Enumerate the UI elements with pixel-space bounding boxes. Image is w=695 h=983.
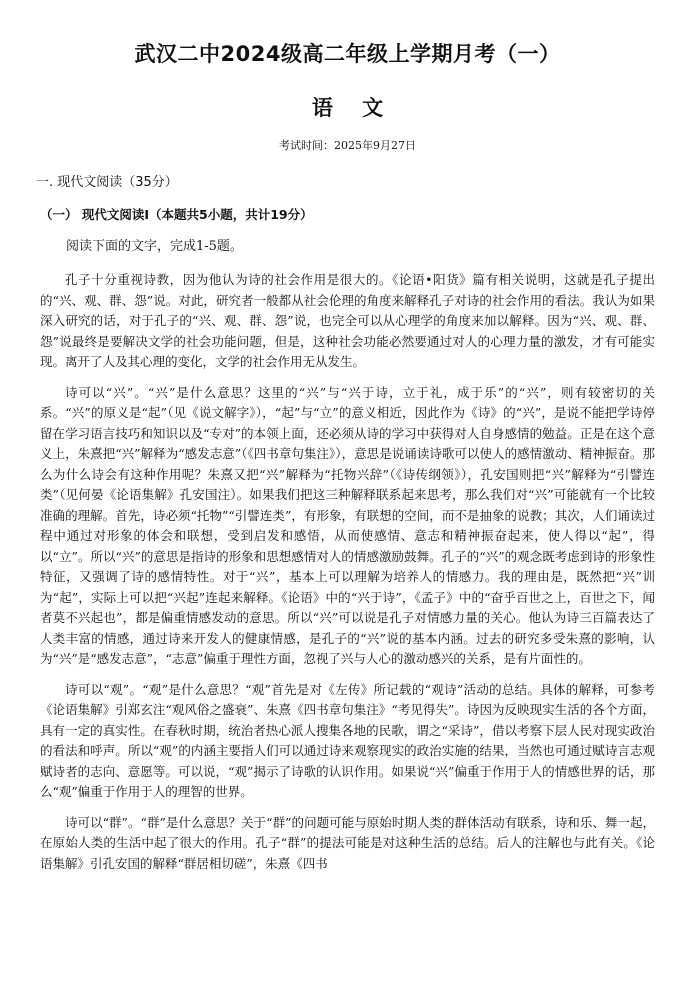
passage-paragraph-2: 诗可以“兴”。“兴”是什么意思？这里的“兴”与“兴于诗，立于礼，成于乐”的“兴”，则有较密切的关系。“兴”的原义是“起”（见《说文解字》），“起”与“立”的意义相近，因此作为《诗》的“兴”，是说不能把学诗停留在学习语言技巧和知识以及“专对”的本领上面，还必须从诗的学习中获得对人自身感情的勉益。正是在这个意义上，朱熹把“兴”解释为“感发志意”（《四书章句集注》），意思是说诵读诗歌可以使人的感情激动、精神振奋。那么为什么诗会有这种作用呢？朱熹又把“兴”解释为“托物兴辞”（《诗传纲领》），孔安国则把“兴”解释为“引譬连类”（见何晏《论语集解》孔安国注）。如果我们把这三种解释联系起来思考，那么我们对“兴”可能就有一个比较准确的理解。首先，诗必须“托物”“引譬连类”，有形象，有联想的空间，而不是抽象的说教；其次，人们诵读过程中通过对形象的体会和联想，受到启发和感悟，从而使感情、意志和精神振奋起来，使人得以“起”，得以“立”。所以“兴”的意思是指诗的形象和思想感情对人的情感激励鼓舞。孔子的“兴”的观念既考虑到诗的形象性特征，又强调了诗的感情特性。对于“兴”，基本上可以理解为培养人的情感力。我的理由是，既然把“兴”训为“起”，实际上可以把“兴起”连起来解释。《论语》中的“兴于诗”，《孟子》中的“奋乎百世之上，百世之下，闻者莫不兴起也”，都是偏重情感发动的意思。所以“兴”可以说是孔子对情感力量的关心。他认为诗三百篇表达了人类丰富的情感，通过诗来开发人的健康情感，是孔子的“兴”说的基本内涵。过去的研究多受朱熹的影响，认为“兴”是“感发志意”，“志意”偏重于理性方面，忽视了兴与人心的激动感兴的关系，是有片面性的。 [40,384,655,666]
section-title: 一. 现代文阅读（35分） [36,175,178,190]
passage-paragraph-1: 孔子十分重视诗教，因为他认为诗的社会作用是很大的。《论语•阳货》篇有相关说明，这就是孔子提出的“兴、观、群、怨”说。对此，研究者一般都从社会伦理的角度来解释孔子对诗的社会作用的看法。我认为如果深入研究的话，对于孔子的“兴、观、群、怨”说，也完全可以从心理学的角度来加以解释。因为“兴、观、群、怨”说最终是要解决文学的社会功能问题，但是，这种社会功能必然要通过对人的心理力量的激发，才有可能实现。离开了人及其心理的变化，文学的社会作用无从发生。 [40,272,655,369]
passage-paragraph-3: 诗可以“观”。“观”是什么意思？“观”首先是对《左传》所记载的“观诗”活动的总结。具体的解释，可参考《论语集解》引郑玄注“观风俗之盛衰”、朱熹《四书章句集注》“考见得失”。诗因为反映现实生活的各个方面，具有一定的真实性。在春秋时期，统治者热心派人搜集各地的民歌，谓之“采诗”，借以考察下层人民对现实政治的看法和呼声。所以“观”的内涵主要指人们可以通过诗来观察现实的政治实施的结果，当然也可通过赋诗言志观赋诗者的志向、意愿等。可以说，“观”揭示了诗歌的认识作用。如果说“兴”偏重于作用于人的情感世界的话，那么“观”偏重于作用于人的理智的世界。 [40,681,655,799]
section-subtitle: （一） 现代文阅读Ⅰ（本题共5小题，共计19分） [40,207,313,222]
subject-title: 语 文 [311,96,384,120]
passage-paragraph-4: 诗可以“群”。“群”是什么意思？关于“群”的问题可能与原始时期人类的群体活动有联系，诗和乐、舞一起，在原始人类的生活中起了很大的作用。孔子“群”的提法可能是对这种生活的总结。后人的注解也与此有关。《论语集解》引孔安国的解释“群居相切磋”，朱熹《四书 [40,814,655,871]
reading-instruction: 阅读下面的文字，完成1-5题。 [66,239,243,254]
exam-title: 武汉二中2024级高二年级上学期月考（一） [134,42,561,66]
exam-time: 考试时间：2025年9月27日 [279,139,416,152]
